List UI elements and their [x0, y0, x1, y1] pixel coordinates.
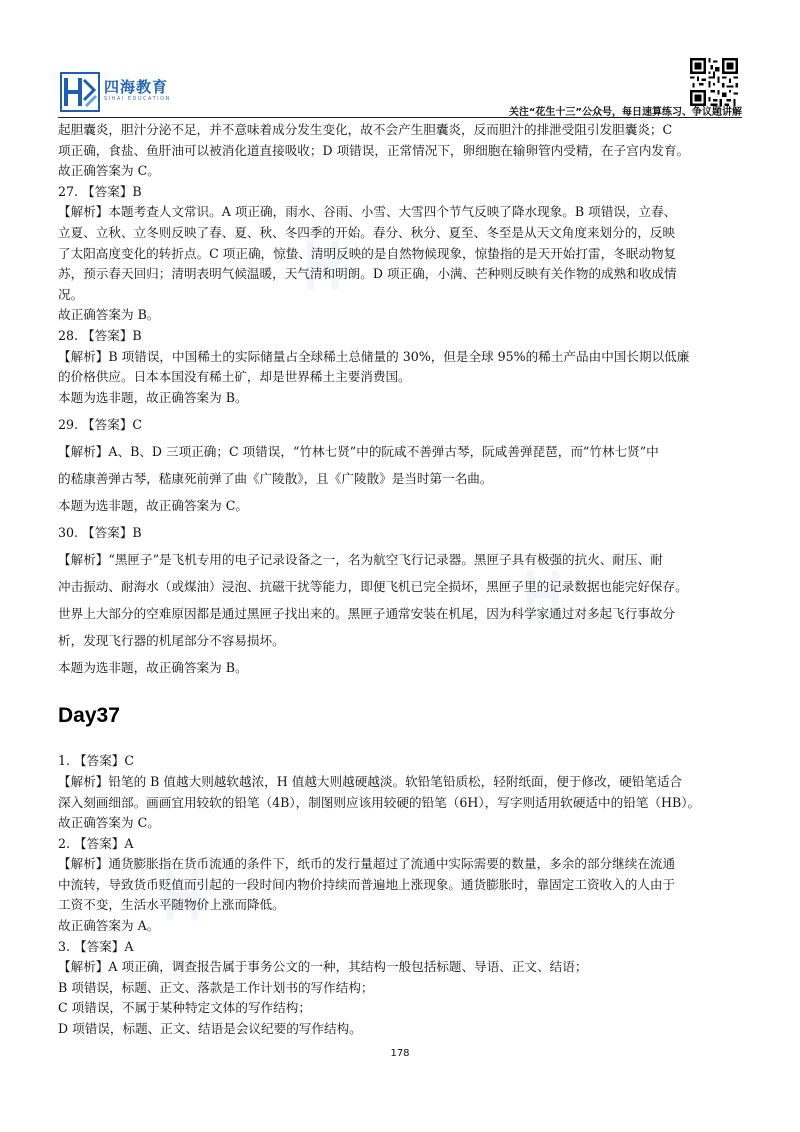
answer-label: 28. 【答案】B [58, 327, 142, 343]
header-slogan: 关注“花生十三”公众号，每日速算练习、争议题讲解 [508, 107, 742, 118]
answer-label: 27. 【答案】B [58, 183, 142, 199]
answer-label: 3. 【答案】A [58, 938, 134, 954]
explanation-line: 【解析】“黑匣子”是飞机专用的电子记录设备之一，名为航空飞行记录器。黑匣子具有极强的抗火、耐压、耐 [58, 552, 663, 568]
text-line: C 项错误，不属于某种特定文体的写作结构； [58, 1000, 311, 1016]
text-line: 故正确答案为 A。 [58, 918, 160, 934]
explanation-line: 【解析】通货膨胀指在货币流通的条件下，纸币的发行量超过了流通中实际需要的数量，多余的部分继续在流通 [58, 856, 676, 872]
text-line: 况。 [58, 286, 84, 302]
explanation-line: 【解析】A、B、D 三项正确；C 项错误，“竹林七贤”中的阮咸不善弹古琴，阮咸善弹琵琶，而“竹林七贤”中 [58, 444, 659, 460]
header-divider [58, 117, 742, 118]
page-number: 178 [390, 1048, 410, 1059]
answer-label: 2. 【答案】A [58, 835, 134, 851]
explanation-line: 【解析】本题考查人文常识。A 项正确，雨水、谷雨、小雪、大雪四个节气反映了降水现象。B 项错误，立春、 [58, 204, 677, 220]
text-line: 中流转，导致货币贬值而引起的一段时间内物价持续而普遍地上涨现象。通货膨胀时，靠固定工资收入的人由于 [58, 876, 676, 892]
text-line: 苏，预示春天回归；清明表明气候温暖，天气清和明朗。D 项正确，小满、芒种则反映有关作物的成熟和收成情 [58, 266, 677, 282]
text-line: 的价格供应。日本本国没有稀土矿，却是世界稀土主要消费国。 [58, 369, 411, 385]
answer-label: 29. 【答案】C [58, 417, 143, 433]
text-line: 本题为选非题，故正确答案为 B。 [58, 660, 248, 676]
text-line: 起胆囊炎，胆汁分泌不足，并不意味着成分发生变化，故不会产生胆囊炎，反而胆汁的排泄受阻引发胆囊炎；C [58, 122, 673, 137]
day-heading: Day37 [58, 704, 120, 728]
page-header [0, 0, 800, 118]
explanation-line: 【解析】铅笔的 B 值越大则越软越浓，H 值越大则越硬越淡。软铅笔铅质松，轻附纸面，便于修改，硬铅笔适合 [58, 773, 683, 789]
text-line: 析，发现飞行器的机尾部分不容易损坏。 [58, 633, 285, 649]
text-line: D 项错误，标题、正文、结语是会议纪要的写作结构。 [58, 1021, 362, 1037]
logo-subtitle: SIHAI EDUCATION [104, 96, 171, 102]
answer-label: 30. 【答案】B [58, 525, 142, 541]
answer-label: 1. 【答案】C [58, 753, 135, 769]
text-line: 故正确答案为 B。 [58, 307, 160, 323]
text-line: 冲击振动、耐海水（或煤油）浸泡、抗磁干扰等能力，即便飞机已完全损坏，黑匣子里的记录数据也能完好保存。 [58, 579, 688, 595]
text-line: 本题为选非题，故正确答案为 C。 [58, 498, 248, 514]
text-line: 故正确答案为 C。 [58, 163, 160, 179]
text-line: 世界上大部分的空难原因都是通过黑匣子找出来的。黑匣子通常安装在机尾，因为科学家通过对多起飞行事故分 [58, 606, 676, 622]
text-line: 工资不变，生活水平随物价上涨而降低。 [58, 897, 285, 913]
sihai-logo [60, 72, 178, 112]
answer-content [58, 120, 746, 1040]
sihai-logo-icon [60, 72, 100, 112]
text-line: 项正确，食盐、鱼肝油可以被消化道直接吸收；D 项错误，正常情况下，卵细胞在输卵管内受精，在子宫内发育。 [58, 142, 690, 158]
qr-code-icon [690, 58, 738, 106]
text-line: 立夏、立秋、立冬则反映了春、夏、秋、冬四季的开始。春分、秋分、夏至、冬至是从天文角度来划分的，反映 [58, 224, 676, 240]
text-line: 深入刻画细部。画画宜用较软的铅笔（4B），制图则应该用较硬的铅笔（6H），写字则适用软硬适中的铅笔（HB）。 [58, 794, 701, 810]
text-line: 了太阳高度变化的转折点。C 项正确，惊蛰、清明反映的是自然物候现象，惊蛰指的是天开始打雷，冬眠动物复 [58, 245, 677, 261]
explanation-line: 【解析】B 项错误，中国稀土的实际储量占全球稀土总储量的 30%，但是全球 95%的稀土产品由中国长期以低廉 [58, 348, 690, 364]
explanation-line: 【解析】A 项正确，调查报告属于事务公文的一种，其结构一般包括标题、导语、正文、结语； [58, 959, 588, 975]
text-line: 本题为选非题，故正确答案为 B。 [58, 389, 248, 405]
logo-name: 四海教育 [104, 78, 169, 96]
text-line: 故正确答案为 C。 [58, 815, 160, 831]
text-line: B 项错误，标题、正文、落款是工作计划书的写作结构； [58, 979, 374, 995]
text-line: 的嵇康善弹古琴，嵇康死前弹了曲《广陵散》，且《广陵散》是当时第一名曲。 [58, 471, 493, 487]
